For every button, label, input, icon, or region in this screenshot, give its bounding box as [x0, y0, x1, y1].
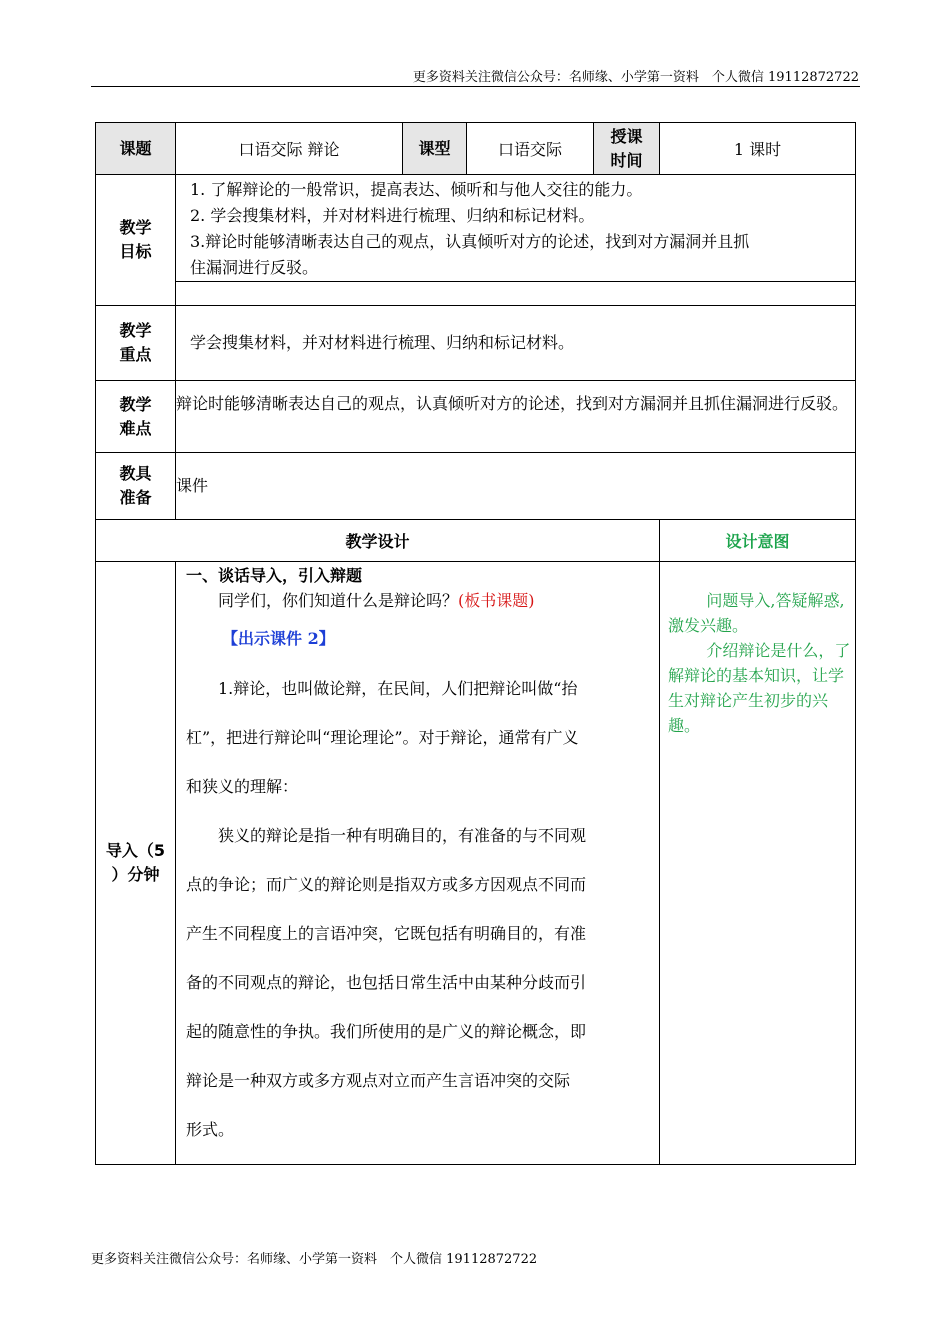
- hours-label-text: 授课时间: [610, 126, 643, 170]
- section-label: [96, 562, 176, 1165]
- intent-paragraph-1: 问题导入,答疑解惑,激发兴趣。: [668, 591, 845, 635]
- goals-label-text: 教学目标: [119, 218, 152, 261]
- para2-line3: 产生不同程度上的言语冲突，它既包括有明确目的，有准: [186, 924, 587, 943]
- difficulty-label: [96, 381, 176, 453]
- section-heading: 一、谈话导入，引入辩题: [186, 566, 363, 585]
- para2-line5: 起的随意性的争执。我们所使用的是广义的辩论概念，即: [186, 1022, 587, 1041]
- hours-label: [594, 123, 660, 175]
- intro-paragraph: [186, 588, 659, 614]
- type-value: 口语交际: [467, 123, 594, 175]
- tools-label-text: 教具准备: [119, 464, 152, 507]
- goal-4: 住漏洞进行反驳。: [190, 258, 319, 277]
- para2-line1: 狭义的辩论是指一种有明确目的，有准备的与不同观: [218, 826, 587, 845]
- section-label-text: 导入（5 ）分钟: [105, 841, 166, 884]
- intent-paragraph-2: 介绍辩论是什么，了解辩论的基本知识，让学生对辩论产生初步的兴趣。: [668, 641, 851, 735]
- design-content: [176, 562, 660, 1165]
- lesson-plan-table: [95, 122, 856, 1165]
- header-divider: [91, 86, 860, 87]
- difficulty-label-text: 教学难点: [119, 394, 152, 438]
- intent-content: [660, 562, 856, 1165]
- courseware-tag: 【出示课件 2】: [222, 629, 335, 648]
- page-footer: 更多资料关注微信公众号：名师缘、小学第一资料 个人微信 19112872722: [91, 1252, 538, 1267]
- title-value: 口语交际 辩论: [176, 123, 403, 175]
- para2-line2: 点的争论；而广义的辩论则是指双方或多方因观点不同而: [186, 875, 587, 894]
- design-header: 教学设计: [96, 520, 660, 562]
- para2-line6: 辩论是一种双方或多方观点对立而产生言语冲突的交际: [186, 1071, 571, 1090]
- para1-line3: 和狭义的理解：: [186, 777, 299, 796]
- tools-value: 课件: [176, 453, 856, 520]
- goal-2: 2. 学会搜集材料，并对材料进行梳理、归纳和标记材料。: [190, 206, 595, 225]
- key-value: 学会搜集材料，并对材料进行梳理、归纳和标记材料。: [176, 306, 856, 381]
- para1-line1: 1.辩论，也叫做论辩，在民间，人们把辩论叫做“抬: [218, 679, 578, 698]
- goal-1: 1. 了解辩论的一般常识，提高表达、倾听和与他人交往的能力。: [190, 180, 643, 199]
- tools-label: [96, 453, 176, 520]
- goals-cell: [176, 175, 856, 282]
- key-label-text: 教学重点: [119, 321, 152, 364]
- goals-label: [96, 175, 176, 306]
- para2-line7: 形式。: [186, 1120, 235, 1139]
- type-label: 课型: [403, 123, 467, 175]
- hours-value: 1 课时: [660, 123, 856, 175]
- intro-text: 同学们，你们知道什么是辩论吗？: [218, 591, 459, 610]
- para1-line2: 杠”，把进行辩论叫“理论理论”。对于辩论，通常有广义: [186, 728, 579, 747]
- board-note: (板书课题): [458, 591, 535, 610]
- para2-line4: 备的不同观点的辩论，也包括日常生活中由某种分歧而引: [186, 973, 587, 992]
- title-label: 课题: [96, 123, 176, 175]
- difficulty-value: 辩论时能够清晰表达自己的观点，认真倾听对方的论述，找到对方漏洞并且抓住漏洞进行反驳。: [176, 381, 856, 453]
- goal-3: 3.辩论时能够清晰表达自己的观点，认真倾听对方的论述，找到对方漏洞并且抓: [190, 232, 750, 251]
- intent-header: 设计意图: [660, 520, 856, 562]
- page-header: 更多资料关注微信公众号：名师缘、小学第一资料 个人微信 19112872722: [412, 70, 859, 85]
- goals-spacer: [176, 282, 856, 306]
- key-label: [96, 306, 176, 381]
